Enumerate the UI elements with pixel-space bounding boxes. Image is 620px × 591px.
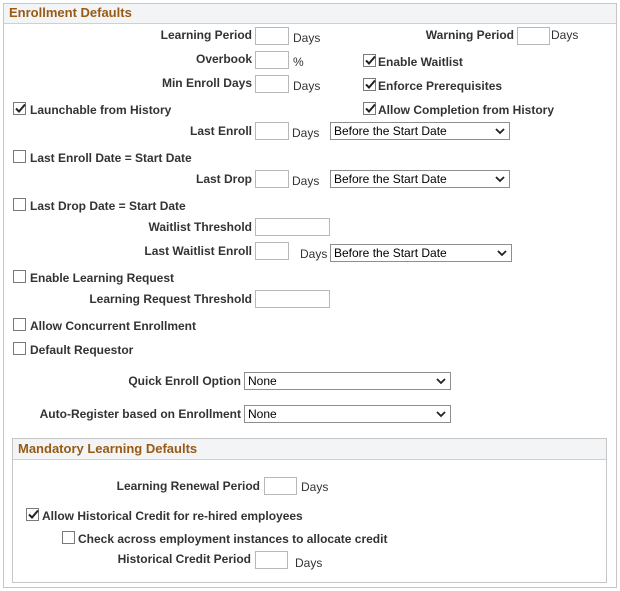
check-across-employment-label: Check across employment instances to allocate credit — [78, 532, 388, 546]
quick-enroll-option-select[interactable] — [244, 372, 451, 390]
overbook-label: Overbook — [195, 52, 252, 66]
min-enroll-days-label: Min Enroll Days — [161, 76, 252, 90]
learning-period-unit: Days — [293, 31, 321, 45]
last-enroll-select-value: Before the Start Date — [334, 124, 447, 138]
overbook-unit: % — [293, 55, 304, 69]
last-waitlist-enroll-select-value: Before the Start Date — [334, 246, 447, 260]
auto-register-value: None — [248, 407, 277, 421]
learning-renewal-period-label: Learning Renewal Period — [116, 479, 260, 493]
last-waitlist-enroll-select[interactable] — [330, 244, 512, 262]
quick-enroll-option-label: Quick Enroll Option — [128, 374, 241, 388]
check-icon — [27, 508, 40, 521]
last-enroll-date-label: Last Enroll Date = Start Date — [30, 151, 192, 165]
last-drop-unit: Days — [292, 174, 320, 188]
last-drop-select[interactable] — [330, 170, 510, 188]
last-drop-date-label: Last Drop Date = Start Date — [30, 199, 186, 213]
allow-completion-checkbox[interactable] — [363, 102, 376, 115]
last-enroll-unit: Days — [292, 126, 320, 140]
learning-period-label: Learning Period — [160, 28, 252, 42]
last-enroll-select[interactable] — [330, 122, 510, 140]
last-drop-date-checkbox[interactable] — [13, 198, 26, 211]
launchable-from-history-label: Launchable from History — [30, 103, 172, 117]
warning-period-label: Warning Period — [425, 28, 514, 42]
last-drop-label: Last Drop — [195, 172, 252, 186]
allow-historical-credit-label: Allow Historical Credit for re-hired employees — [42, 509, 303, 523]
overbook-input[interactable] — [255, 51, 289, 69]
chevron-down-icon — [436, 410, 446, 418]
allow-historical-credit-checkbox[interactable] — [26, 508, 39, 521]
last-enroll-input[interactable] — [255, 122, 289, 140]
last-enroll-date-checkbox[interactable] — [13, 150, 26, 163]
check-icon — [364, 78, 377, 91]
last-waitlist-enroll-label: Last Waitlist Enroll — [144, 244, 252, 258]
historical-credit-period-label: Historical Credit Period — [117, 552, 251, 566]
auto-register-label: Auto-Register based on Enrollment — [39, 407, 241, 421]
warning-period-unit: Days — [551, 28, 579, 42]
allow-completion-label: Allow Completion from History — [378, 103, 555, 117]
waitlist-threshold-input[interactable] — [255, 218, 330, 236]
enforce-prerequisites-checkbox[interactable] — [363, 78, 376, 91]
auto-register-select[interactable] — [244, 405, 451, 423]
check-icon — [364, 102, 377, 115]
historical-credit-period-unit: Days — [295, 556, 323, 570]
default-requestor-checkbox[interactable] — [13, 342, 26, 355]
default-requestor-label: Default Requestor — [30, 343, 134, 357]
check-icon — [364, 54, 377, 67]
last-waitlist-enroll-unit: Days — [300, 247, 328, 261]
mandatory-learning-title: Mandatory Learning Defaults — [18, 441, 198, 456]
enrollment-defaults-title: Enrollment Defaults — [9, 5, 132, 20]
learning-period-input[interactable] — [255, 27, 289, 45]
enable-learning-request-label: Enable Learning Request — [30, 271, 175, 285]
last-drop-input[interactable] — [255, 170, 289, 188]
enable-waitlist-label: Enable Waitlist — [378, 55, 463, 69]
learning-request-threshold-label: Learning Request Threshold — [89, 292, 252, 306]
learning-renewal-period-input[interactable] — [264, 477, 297, 495]
check-across-employment-checkbox[interactable] — [62, 531, 75, 544]
last-drop-select-value: Before the Start Date — [334, 172, 447, 186]
min-enroll-days-input[interactable] — [255, 75, 289, 93]
mandatory-learning-header — [13, 439, 606, 460]
historical-credit-period-input[interactable] — [255, 551, 288, 569]
launchable-from-history-checkbox[interactable] — [13, 102, 26, 115]
min-enroll-days-unit: Days — [293, 79, 321, 93]
enforce-prerequisites-label: Enforce Prerequisites — [378, 79, 503, 93]
quick-enroll-option-value: None — [248, 374, 277, 388]
allow-concurrent-enrollment-label: Allow Concurrent Enrollment — [30, 319, 197, 333]
chevron-down-icon — [495, 175, 505, 183]
enrollment-defaults-header — [4, 4, 616, 24]
check-icon — [14, 102, 27, 115]
chevron-down-icon — [495, 127, 505, 135]
learning-renewal-period-unit: Days — [301, 480, 329, 494]
chevron-down-icon — [436, 377, 446, 385]
enable-waitlist-checkbox[interactable] — [363, 54, 376, 67]
chevron-down-icon — [497, 249, 507, 257]
waitlist-threshold-label: Waitlist Threshold — [148, 220, 252, 234]
last-enroll-label: Last Enroll — [189, 124, 252, 138]
learning-request-threshold-input[interactable] — [255, 290, 330, 308]
allow-concurrent-enrollment-checkbox[interactable] — [13, 318, 26, 331]
last-waitlist-enroll-input[interactable] — [255, 242, 289, 260]
enable-learning-request-checkbox[interactable] — [13, 270, 26, 283]
warning-period-input[interactable] — [517, 27, 550, 45]
